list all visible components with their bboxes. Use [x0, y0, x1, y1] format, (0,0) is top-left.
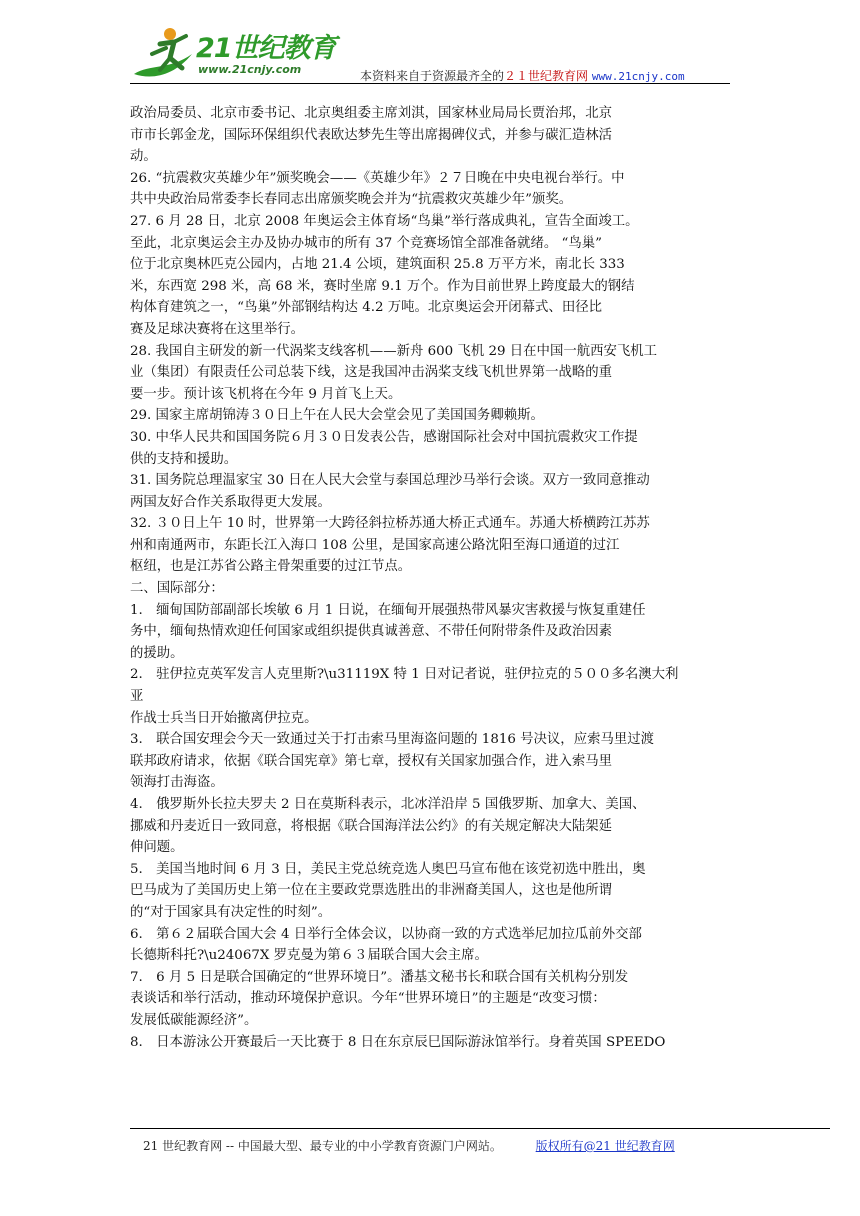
text-line: 4. 俄罗斯外长拉夫罗夫 2 日在莫斯科表示，北冰洋沿岸 5 国俄罗斯、加拿大、美国、	[130, 797, 646, 812]
footer-text: 21 世纪教育网 -- 中国最大型、最专业的中小学教育资源门户网站。	[143, 1139, 502, 1153]
text-line: 巴马成为了美国历史上第一位在主要政党票选胜出的非洲裔美国人，这也是他所谓	[130, 883, 613, 899]
text-line: 30. 中华人民共和国国务院６月３０日发表公告，感谢国际社会对中国抗震救灾工作提	[130, 429, 638, 445]
text-line: 1. 缅甸国防部副部长埃敏 6 月 1 日说，在缅甸开展强热带风暴灾害救援与恢复重建任	[130, 602, 646, 618]
text-line: 政治局委员、北京市委书记、北京奥组委主席刘淇，国家林业局局长贾治邦，北京	[130, 106, 613, 121]
text-line: 市市长郭金龙，国际环保组织代表欧达梦先生等出席揭碑仪式，并参与碳汇造林活	[130, 127, 613, 143]
text-line: 的援助。	[130, 645, 184, 661]
logo-brand-text: 21世纪教育	[196, 33, 336, 64]
header-divider	[130, 83, 730, 84]
page-footer	[143, 1137, 675, 1154]
footer-copyright-link[interactable]: 版权所有@21 世纪教育网	[535, 1139, 675, 1153]
text-line: 29. 国家主席胡锦涛３０日上午在人民大会堂会见了美国国务卿赖斯。	[130, 408, 544, 424]
text-line: 要一步。预计该飞机将在今年 9 月首飞上天。	[130, 386, 402, 402]
page-header	[130, 18, 730, 84]
text-line: 业（集团）有限责任公司总装下线，这是我国冲击涡桨支线飞机世界第一战略的重	[130, 365, 613, 381]
text-line: 至此，北京奥运会主办及协办城市的所有 37 个竞赛场馆全部准备就绪。 “鸟巢”	[130, 235, 602, 251]
text-line: 赛及足球决赛将在这里举行。	[130, 321, 305, 337]
text-line: 3. 联合国安理会今天一致通过关于打击索马里海盗问题的 1816 号决议，应索马里过渡	[130, 732, 655, 748]
text-line: 7. 6 月 5 日是联合国确定的“世界环境日”。潘基文秘书长和联合国有关机构分别发	[130, 969, 629, 985]
text-line: 构体育建筑之一，“鸟巢”外部钢结构达 4.2 万吨。北京奥运会开闭幕式、田径比	[130, 300, 602, 316]
text-line: 动。	[130, 149, 157, 165]
text-line: 发展低碳能源经济”。	[130, 1012, 258, 1028]
text-line: 二、国际部分：	[130, 581, 224, 597]
header-tagline	[360, 67, 685, 84]
text-line: 2. 驻伊拉克英军发言人克里斯?\u31119X 特 1 日对记者说，驻伊拉克的５００多名澳大利	[130, 667, 679, 683]
document-body	[130, 103, 735, 1053]
text-line: 27. 6 月 28 日，北京 2008 年奥运会主体育场“鸟巢”举行落成典礼，宣告全面竣工。	[130, 213, 639, 229]
text-line: 表谈话和举行活动，推动环境保护意识。今年“世界环境日”的主题是“改变习惯：	[130, 991, 606, 1007]
text-line: 亚	[130, 689, 144, 705]
tagline-url-link[interactable]: www.21cnjy.com	[591, 70, 685, 83]
text-line: 26. “抗震救灾英雄少年”颁奖晚会——《英雄少年》２７日晚在中央电视台举行。中	[130, 170, 625, 186]
text-line: 位于北京奥林匹克公园内，占地 21.4 公顷，建筑面积 25.8 万平方米，南北长 333	[130, 257, 625, 273]
text-line: 5. 美国当地时间 6 月 3 日，美民主党总统竞选人奥巴马宣布他在该党初选中胜出，奥	[130, 861, 646, 877]
logo-url-text: www.21cnjy.com	[198, 63, 302, 76]
text-line: 32. ３０日上午 10 时，世界第一大跨径斜拉桥苏通大桥正式通车。苏通大桥横跨江苏苏	[130, 516, 650, 532]
text-line: 两国友好合作关系取得更大发展。	[130, 494, 331, 510]
text-line: 6. 第６２届联合国大会 4 日举行全体会议，以协商一致的方式选举尼加拉瓜前外交部	[130, 926, 642, 942]
text-line: 31. 国务院总理温家宝 30 日在人民大会堂与泰国总理沙马举行会谈。双方一致同意推动	[130, 473, 650, 489]
text-line: 务中，缅甸热情欢迎任何国家或组织提供真诚善意、不带任何附带条件及政治因素	[130, 624, 613, 640]
text-line: 领海打击海盗。	[130, 775, 224, 791]
text-line: 供的支持和援助。	[130, 451, 238, 467]
text-line: 挪威和丹麦近日一致同意，将根据《联合国海洋法公约》的有关规定解决大陆架延	[130, 818, 613, 834]
text-line: 米，东西宽 298 米，高 68 米，赛时坐席 9.1 万个。作为目前世界上跨度最大的钢结	[130, 278, 635, 294]
text-line: 联邦政府请求，依据《联合国宪章》第七章，授权有关国家加强合作，进入索马里	[130, 753, 613, 769]
text-line: 州和南通两市，东距长江入海口 108 公里，是国家高速公路沈阳至海口通道的过江	[130, 537, 620, 553]
tagline-prefix: 本资料来自于资源最齐全的	[360, 69, 505, 83]
footer-divider	[130, 1128, 830, 1129]
runner-logo-icon	[130, 24, 200, 84]
text-line: 共中央政治局常委李长春同志出席颁奖晚会并为“抗震救灾英雄少年”颁奖。	[130, 192, 573, 208]
text-line: 8. 日本游泳公开赛最后一天比赛于 8 日在东京辰巳国际游泳馆举行。身着英国 SPEEDO	[130, 1034, 666, 1050]
text-line: 的“对于国家具有决定性的时刻”。	[130, 904, 332, 920]
text-line: 作战士兵当日开始撤离伊拉克。	[130, 710, 318, 726]
site-logo	[130, 24, 340, 84]
text-line: 28. 我国自主研发的新一代涡桨支线客机——新舟 600 飞机 29 日在中国一航西安飞机工	[130, 343, 658, 359]
text-line: 枢纽，也是江苏省公路主骨架重要的过江节点。	[130, 559, 412, 575]
text-line: 伸问题。	[130, 840, 184, 856]
tagline-site-name: ２１世纪教育网	[504, 69, 589, 83]
text-line: 长德斯科托?\u24067X 罗克曼为第６３届联合国大会主席。	[130, 948, 488, 964]
